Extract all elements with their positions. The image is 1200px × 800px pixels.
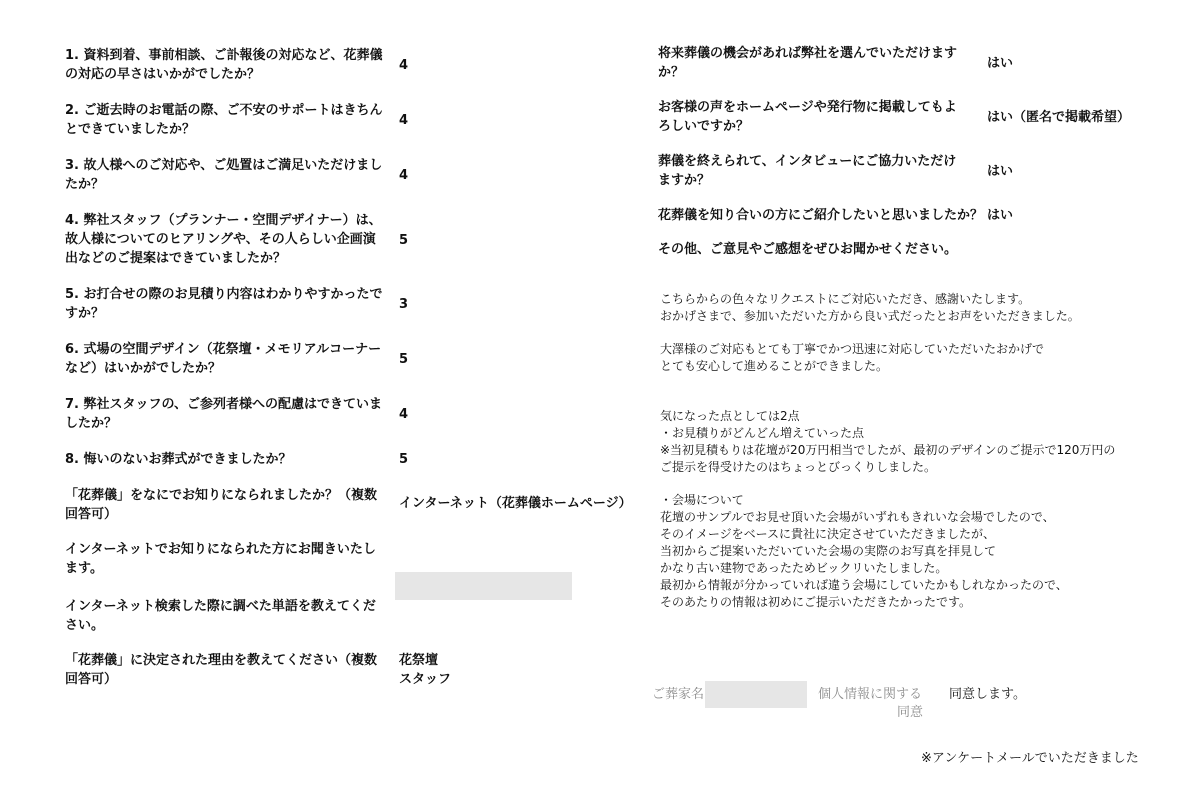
- comment-line: そのあたりの情報は初めにご提示いただきたかったです。: [660, 595, 972, 609]
- answer-publish-voice: はい（匿名で掲載希望）: [987, 110, 1131, 125]
- question-8: 8. 悔いのないお葬式ができましたか？: [65, 452, 292, 467]
- question-2: 2. ご逝去時のお電話の際、ご不安のサポートはきちんとできていましたか？: [65, 103, 383, 137]
- comment-line: 大澤様のご対応もとても丁寧でかつ迅速に対応していただいたおかげで: [660, 342, 1045, 356]
- answer-how-known: インターネット（花葬儀ホームページ）: [399, 496, 632, 511]
- question-introduce: 花葬儀を知り合いの方にご紹介したいと思いましたか？: [658, 208, 984, 223]
- answer-5: 3: [399, 297, 409, 312]
- answer-decision-reason-1: 花祭壇: [399, 653, 439, 668]
- comment-line: ・お見積りがどんどん増えていった点: [660, 426, 865, 440]
- privacy-consent-value: 同意します。: [949, 687, 1026, 702]
- comment-line: かなり古い建物であったためビックリいたしました。: [660, 561, 948, 575]
- question-3: 3. 故人様へのご対応や、ご処置はご満足いただけましたか？: [65, 158, 383, 192]
- comment-paragraph-4: [660, 492, 1068, 611]
- family-name-label: ご葬家名: [652, 687, 705, 702]
- answer-interview: はい: [987, 164, 1014, 179]
- question-publish-voice: お客様の声をホームページや発行物に掲載してもよろしいですか？: [658, 100, 957, 134]
- question-choose-again: 将来葬儀の機会があれば弊社を選んでいただけますか？: [658, 46, 958, 80]
- question-other-comments: その他、ご意見やご感想をぜひお聞かせください。: [658, 242, 958, 257]
- answer-8: 5: [399, 452, 409, 467]
- question-7: 7. 弊社スタッフの、ご参列者様への配慮はできていましたか？: [65, 397, 382, 431]
- answer-introduce: はい: [987, 208, 1014, 223]
- answer-7: 4: [399, 407, 409, 422]
- answer-6: 5: [399, 352, 409, 367]
- comment-line: そのイメージをベースに貴社に決定させていただきましたが、: [660, 527, 996, 541]
- answer-2: 4: [399, 113, 409, 128]
- question-interview: 葬儀を終えられて、インタビューにご協力いただけますか？: [658, 154, 957, 188]
- redacted-family-name: [705, 681, 807, 708]
- question-how-known: 「花葬儀」をなにでお知りになられましたか？（複数回答可）: [65, 488, 378, 522]
- source-note: ※アンケートメールでいただきました: [921, 751, 1139, 766]
- comment-line: 当初からご提案いただいていた会場の実際のお写真を拝見して: [660, 544, 997, 558]
- comment-line: 気になった点としては2点: [660, 409, 800, 423]
- comment-line: おかげさまで、参加いただいた方から良い式だったとお声をいただきました。: [660, 309, 1080, 323]
- comment-line: 花壇のサンプルでお見せ頂いた会場がいずれもきれいな会場でしたので、: [660, 510, 1055, 524]
- answer-3: 4: [399, 168, 409, 183]
- question-decision-reason: 「花葬儀」に決定された理由を教えてください（複数回答可）: [65, 653, 378, 687]
- comment-line: ※当初見積もりは花壇が20万円相当でしたが、最初のデザインのご提示で120万円の: [660, 443, 1116, 457]
- comment-paragraph-1: [660, 291, 1080, 325]
- privacy-label-line-2: 同意: [896, 705, 923, 720]
- answer-decision-reason-2: スタッフ: [399, 672, 452, 687]
- comment-line: こちらからの色々なリクエストにご対応いただき、感謝いたします。: [660, 292, 1031, 306]
- answer-1: 4: [399, 58, 409, 73]
- answer-4: 5: [399, 233, 409, 248]
- question-6: 6. 式場の空間デザイン（花祭壇・メモリアルコーナーなど）はいかがでしたか？: [65, 342, 382, 376]
- comment-line: ・会場について: [660, 493, 744, 507]
- question-4: 4. 弊社スタッフ（プランナー・空間デザイナー）は、故人様についてのヒアリングや、その人らしい企画演出などのご提案はできていましたか？: [65, 213, 382, 266]
- question-internet-followup: インターネットでお知りになられた方にお聞きいたします。: [65, 542, 376, 576]
- comment-paragraph-2: [660, 341, 1044, 375]
- comment-line: とても安心して進めることができました。: [660, 359, 889, 373]
- comment-line: ご提示を得受けたのはちょっとびっくりしました。: [660, 460, 937, 474]
- answer-choose-again: はい: [987, 56, 1014, 71]
- question-search-words: インターネット検索した際に調べた単語を教えてください。: [65, 599, 376, 633]
- question-1: 1. 資料到着、事前相談、ご訃報後の対応など、花葬儀の対応の早さはいかがでしたか？: [65, 48, 383, 82]
- comment-line: 最初から情報が分かっていれば違う会場にしていたかもしれなかったので、: [660, 578, 1068, 592]
- comment-paragraph-3: [660, 408, 1115, 476]
- privacy-label-line-1: 個人情報に関する: [817, 687, 922, 702]
- redacted-search-words: [395, 572, 572, 600]
- privacy-label: [815, 686, 925, 722]
- question-5: 5. お打合せの際のお見積り内容はわかりやすかったですか？: [65, 287, 383, 321]
